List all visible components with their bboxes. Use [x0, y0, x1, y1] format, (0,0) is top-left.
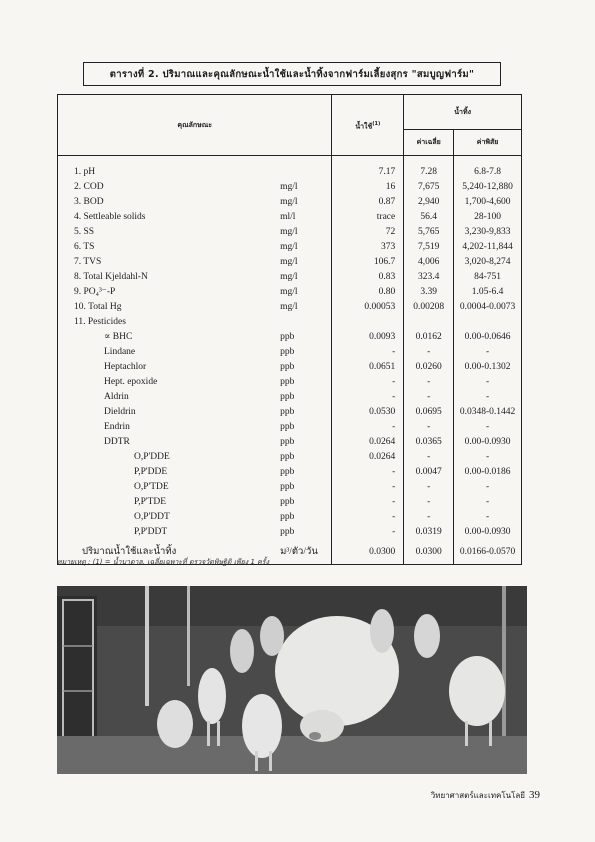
row-name: 6. TS: [58, 240, 243, 255]
row-range: -: [454, 495, 522, 510]
row-name: 8. Total Kjeldahl-N: [58, 270, 243, 285]
row-range: 3,230-9,833: [454, 225, 522, 240]
row-unit: mg/l: [242, 300, 332, 315]
row-unit: [242, 156, 332, 180]
row-range: 0.0348-0.1442: [454, 405, 522, 420]
row-range: 5,240-12,880: [454, 180, 522, 195]
row-average: -: [404, 510, 454, 525]
row-used-water: 16: [332, 180, 404, 195]
row-name: 1. pH: [58, 156, 243, 180]
row-name: 5. SS: [58, 225, 243, 240]
row-name: O,P'DDE: [58, 450, 243, 465]
row-range: -: [454, 510, 522, 525]
header-used-water: น้ำใช้$^{(1)}$: [332, 95, 404, 156]
row-range: 28-100: [454, 210, 522, 225]
row-name: ปริมาณน้ำใช้และน้ำทิ้ง: [58, 540, 243, 565]
row-range: -: [454, 390, 522, 405]
row-range: 1,700-4,600: [454, 195, 522, 210]
row-unit: ม³/ตัว/วัน: [242, 540, 332, 565]
row-unit: ppb: [242, 495, 332, 510]
row-average: 0.0695: [404, 405, 454, 420]
row-used-water: 0.83: [332, 270, 404, 285]
row-unit: mg/l: [242, 270, 332, 285]
table-body: [58, 156, 522, 565]
row-unit: ppb: [242, 480, 332, 495]
row-used-water: 0.0651: [332, 360, 404, 375]
row-name: O,P'TDE: [58, 480, 243, 495]
row-unit: ppb: [242, 390, 332, 405]
row-name: 4. Settleable solids: [58, 210, 243, 225]
row-used-water: 7.17: [332, 156, 404, 180]
data-table: [57, 94, 522, 565]
row-name: ∝ BHC: [58, 330, 243, 345]
row-average: 0.0300: [404, 540, 454, 565]
pig-photo: [57, 586, 527, 774]
row-average: 7,675: [404, 180, 454, 195]
header-range: ค่าพิสัย: [454, 129, 522, 155]
page-number: 39: [529, 789, 540, 801]
row-used-water: -: [332, 390, 404, 405]
row-used-water: 0.0264: [332, 450, 404, 465]
table-title-text: ตารางที่ 2. ปริมาณและคุณลักษณะน้ำใช้และน้ำทิ้งจากฟาร์มเลี้ยงสุกร "สมบูญฟาร์ม": [109, 68, 475, 80]
row-unit: ppb: [242, 405, 332, 420]
row-name: Endrin: [58, 420, 243, 435]
row-range: 6.8-7.8: [454, 156, 522, 180]
row-average: -: [404, 420, 454, 435]
table-row: [58, 330, 522, 345]
row-average: 0.0260: [404, 360, 454, 375]
table-row: [58, 270, 522, 285]
table-row: [58, 450, 522, 465]
row-used-water: -: [332, 495, 404, 510]
table-row: [58, 180, 522, 195]
row-average: -: [404, 495, 454, 510]
table-row: [58, 195, 522, 210]
row-range: -: [454, 450, 522, 465]
row-name: 9. PO₄³⁻-P: [58, 285, 243, 300]
row-average: 0.0365: [404, 435, 454, 450]
row-average: 0.0162: [404, 330, 454, 345]
row-name: P,P'DDE: [58, 465, 243, 480]
row-used-water: 373: [332, 240, 404, 255]
row-name: 2. COD: [58, 180, 243, 195]
row-used-water: -: [332, 510, 404, 525]
row-average: -: [404, 450, 454, 465]
row-name: Lindane: [58, 345, 243, 360]
row-used-water: trace: [332, 210, 404, 225]
table-row: [58, 510, 522, 525]
table-row: [58, 345, 522, 360]
header-characteristic: คุณลักษณะ: [58, 95, 332, 156]
row-unit: ml/l: [242, 210, 332, 225]
table-row: [58, 300, 522, 315]
row-used-water: -: [332, 480, 404, 495]
row-range: 0.00-0.0646: [454, 330, 522, 345]
row-range: 0.0004-0.0073: [454, 300, 522, 315]
row-used-water: 0.0093: [332, 330, 404, 345]
row-name: Heptachlor: [58, 360, 243, 375]
row-average: -: [404, 390, 454, 405]
row-name: O,P'DDT: [58, 510, 243, 525]
row-average: -: [404, 480, 454, 495]
row-unit: ppb: [242, 450, 332, 465]
row-unit: mg/l: [242, 285, 332, 300]
row-unit: mg/l: [242, 255, 332, 270]
row-name: 11. Pesticides: [58, 315, 243, 330]
row-used-water: 72: [332, 225, 404, 240]
journal-name: วิทยาศาสตร์และเทคโนโลยี: [430, 791, 525, 800]
row-range: 84-751: [454, 270, 522, 285]
table-row: [58, 465, 522, 480]
row-average: 5,765: [404, 225, 454, 240]
row-used-water: 0.80: [332, 285, 404, 300]
row-used-water: 106.7: [332, 255, 404, 270]
table-row: [58, 285, 522, 300]
row-unit: mg/l: [242, 180, 332, 195]
table-row: [58, 480, 522, 495]
row-used-water: 0.00053: [332, 300, 404, 315]
table-row: [58, 420, 522, 435]
row-name: P,P'DDT: [58, 525, 243, 540]
row-name: 10. Total Hg: [58, 300, 243, 315]
header-waste-water: น้ำทิ้ง: [404, 95, 522, 130]
table-row: [58, 225, 522, 240]
row-used-water: 0.0300: [332, 540, 404, 565]
row-range: 4,202-11,844: [454, 240, 522, 255]
row-unit: ppb: [242, 435, 332, 450]
row-unit: ppb: [242, 375, 332, 390]
table-row: [58, 375, 522, 390]
row-average: 0.0047: [404, 465, 454, 480]
row-used-water: 0.0530: [332, 405, 404, 420]
row-name: Hept. epoxide: [58, 375, 243, 390]
row-name: DDTR: [58, 435, 243, 450]
row-used-water: -: [332, 525, 404, 540]
row-name: 3. BOD: [58, 195, 243, 210]
table-row: [58, 390, 522, 405]
row-average: 7,519: [404, 240, 454, 255]
row-average: 7.28: [404, 156, 454, 180]
table-row: [58, 240, 522, 255]
row-unit: ppb: [242, 360, 332, 375]
table-note: หมายเหตุ : (1) = น้ำบาดาล, เฉลี่ยเฉพาะที่ ตรวจวัดพิษฐิติ เพียง 1 ครั้ง: [57, 558, 269, 566]
table-row: [58, 405, 522, 420]
row-unit: mg/l: [242, 225, 332, 240]
row-average: 56.4: [404, 210, 454, 225]
table-row: [58, 525, 522, 540]
table-row: [58, 435, 522, 450]
row-range: -: [454, 480, 522, 495]
row-used-water: 0.87: [332, 195, 404, 210]
row-range: -: [454, 375, 522, 390]
page-footer: [400, 789, 540, 802]
table-row: [58, 360, 522, 375]
row-unit: ppb: [242, 510, 332, 525]
row-average: 0.0319: [404, 525, 454, 540]
row-range: 0.00-0.0930: [454, 435, 522, 450]
table-row: [58, 156, 522, 180]
row-range: 1.05-6.4: [454, 285, 522, 300]
row-range: [454, 315, 522, 330]
row-unit: mg/l: [242, 195, 332, 210]
row-unit: [242, 315, 332, 330]
table-row: [58, 255, 522, 270]
row-used-water: -: [332, 375, 404, 390]
row-range: 3,020-8,274: [454, 255, 522, 270]
row-used-water: 0.0264: [332, 435, 404, 450]
row-used-water: -: [332, 465, 404, 480]
pig-photo-image: [57, 586, 527, 774]
row-average: 3.39: [404, 285, 454, 300]
row-unit: ppb: [242, 330, 332, 345]
table-row: [58, 210, 522, 225]
row-range: -: [454, 345, 522, 360]
header-average: ค่าเฉลี่ย: [404, 129, 454, 155]
row-range: 0.00-0.0186: [454, 465, 522, 480]
row-average: -: [404, 375, 454, 390]
table-title: [83, 62, 501, 86]
row-range: 0.0166-0.0570: [454, 540, 522, 565]
table-row: [58, 315, 522, 330]
row-name: 7. TVS: [58, 255, 243, 270]
row-range: 0.00-0.0930: [454, 525, 522, 540]
row-unit: mg/l: [242, 240, 332, 255]
row-average: 0.00208: [404, 300, 454, 315]
row-range: -: [454, 420, 522, 435]
row-average: [404, 315, 454, 330]
row-unit: ppb: [242, 345, 332, 360]
row-name: Aldrin: [58, 390, 243, 405]
row-name: P,P'TDE: [58, 495, 243, 510]
row-name: Dieldrin: [58, 405, 243, 420]
row-unit: ppb: [242, 525, 332, 540]
row-average: -: [404, 345, 454, 360]
row-used-water: -: [332, 345, 404, 360]
row-used-water: [332, 315, 404, 330]
row-average: 2,940: [404, 195, 454, 210]
row-unit: ppb: [242, 420, 332, 435]
row-unit: ppb: [242, 465, 332, 480]
row-used-water: -: [332, 420, 404, 435]
row-average: 4,006: [404, 255, 454, 270]
row-range: 0.00-0.1302: [454, 360, 522, 375]
row-average: 323.4: [404, 270, 454, 285]
table-row: [58, 495, 522, 510]
